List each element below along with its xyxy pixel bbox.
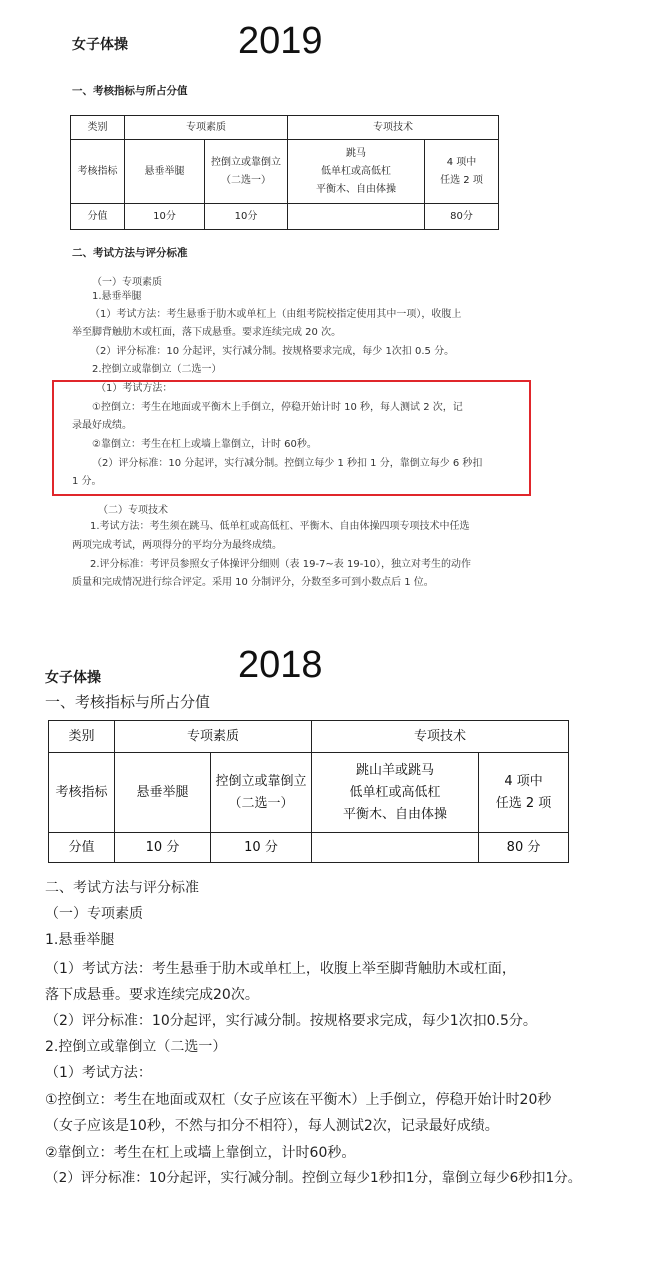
table-cell-apparatus: 跳马 低单杠或高低杠 平衡木、自由体操 [288,140,425,204]
year-label-2019: 2019 [238,20,323,62]
year-label-2018: 2018 [238,644,323,686]
line-2019-9: ②靠倒立：考生在杠上或墙上靠倒立，计时 60秒。 [92,439,317,450]
line-2018-0: 二、考试方法与评分标准 [45,880,199,896]
table-cell-choose: 4 项中 任选 2 项 [425,140,499,204]
line-2018-3: （1）考试方法：考生悬垂于肋木或单杠上，收腹上举至脚背触肋木或杠面， [45,961,516,977]
line-2019-16: 质量和完成情况进行综合评定。采用 10 分制评分，分数至多可到小数点后 1 位。 [72,577,434,588]
table-cell-score-4: 80分 [425,204,499,230]
section-heading-2019-2: 二、考试方法与评分标准 [72,247,188,259]
line-2018-10: ②靠倒立：考生在杠上或墙上靠倒立，计时60秒。 [45,1145,356,1161]
table-row-label-indicator: 考核指标 [71,140,125,204]
section-heading-2018-1: 一、考核指标与所占分值 [45,693,211,711]
line-2019-11: 1 分。 [72,476,102,487]
table-header-quality: 专项素质 [125,116,288,140]
table-header-quality: 专项素质 [115,721,312,753]
line-2019-12: （二）专项技术 [98,505,168,516]
table-cell-score-4: 80 分 [479,833,569,863]
line-2018-6: 2.控倒立或靠倒立（二选一） [45,1039,227,1055]
table-header-technique: 专项技术 [312,721,569,753]
line-2019-8: 录最好成绩。 [72,420,132,431]
table-header-technique: 专项技术 [288,116,499,140]
line-2019-13: 1.考试方法：考生须在跳马、低单杠或高低杠、平衡木、自由体操四项专项技术中任选 [90,521,470,532]
score-table-2018 [48,720,569,863]
line-2018-11: （2）评分标准：10分起评，实行减分制。控倒立每少1秒扣1分，靠倒立每少6秒扣1分。 [45,1170,582,1186]
table-cell-score-1: 10 分 [115,833,211,863]
line-2018-4: 落下成悬垂。要求连续完成20次。 [45,987,259,1003]
table-cell-score-2: 10 分 [211,833,312,863]
line-2018-9: （女子应该是10秒，不然与扣分不相符），每人测试2次，记录最好成绩。 [45,1118,499,1134]
table-cell-score-3 [312,833,479,863]
highlight-box [52,380,531,496]
line-2018-1: （一）专项素质 [45,906,143,922]
line-2019-3: 举至脚背触肋木或杠面，落下成悬垂。要求连续完成 20 次。 [72,327,342,338]
line-2018-7: （1）考试方法： [45,1065,152,1081]
line-2019-6: （1）考试方法： [96,383,173,394]
line-2018-2: 1.悬垂举腿 [45,932,115,948]
table-header-category: 类别 [49,721,115,753]
table-cell-handstand: 控倒立或靠倒立 （二选一） [211,753,312,833]
line-2019-15: 2.评分标准：考评员参照女子体操评分细则（表 19-7~表 19-10），独立对考生的动作 [90,559,472,570]
table-cell-score-2: 10分 [205,204,288,230]
table-cell-choose: 4 项中 任选 2 项 [479,753,569,833]
table-row-label-score: 分值 [71,204,125,230]
line-2019-1: 1.悬垂举腿 [92,291,142,302]
line-2019-10: （2）评分标准：10 分起评，实行减分制。控倒立每少 1 秒扣 1 分，靠倒立每少 6 秒扣 [92,458,483,469]
line-2019-4: （2）评分标准：10 分起评，实行减分制。按规格要求完成，每少 1次扣 0.5 分。 [90,346,455,357]
table-row-label-score: 分值 [49,833,115,863]
subject-title-2018: 女子体操 [45,670,101,686]
line-2019-0: （一）专项素质 [92,277,162,288]
line-2019-7: ①控倒立：考生在地面或平衡木上手倒立，停稳开始计时 10 秒，每人测试 2 次，记 [92,402,463,413]
table-header-category: 类别 [71,116,125,140]
section-heading-2019-1: 一、考核指标与所占分值 [72,85,188,97]
table-row-label-indicator: 考核指标 [49,753,115,833]
table-cell-apparatus: 跳山羊或跳马 低单杠或高低杠 平衡木、自由体操 [312,753,479,833]
table-cell-handstand: 控倒立或靠倒立 （二选一） [205,140,288,204]
table-cell-hanging-leg-raise: 悬垂举腿 [115,753,211,833]
line-2019-2: （1）考试方法：考生悬垂于肋木或单杠上（由组考院校指定使用其中一项），收腹上 [90,309,462,320]
line-2018-5: （2）评分标准：10分起评，实行减分制。按规格要求完成，每少1次扣0.5分。 [45,1013,537,1029]
line-2018-8: ①控倒立：考生在地面或双杠（女子应该在平衡木）上手倒立，停稳开始计时20秒 [45,1092,552,1108]
subject-title-2019: 女子体操 [72,37,128,53]
table-cell-hanging-leg-raise: 悬垂举腿 [125,140,205,204]
line-2019-14: 两项完成考试，两项得分的平均分为最终成绩。 [72,540,282,551]
line-2019-5: 2.控倒立或靠倒立（二选一） [92,364,222,375]
table-cell-score-3 [288,204,425,230]
table-cell-score-1: 10分 [125,204,205,230]
score-table-2019 [70,115,499,230]
